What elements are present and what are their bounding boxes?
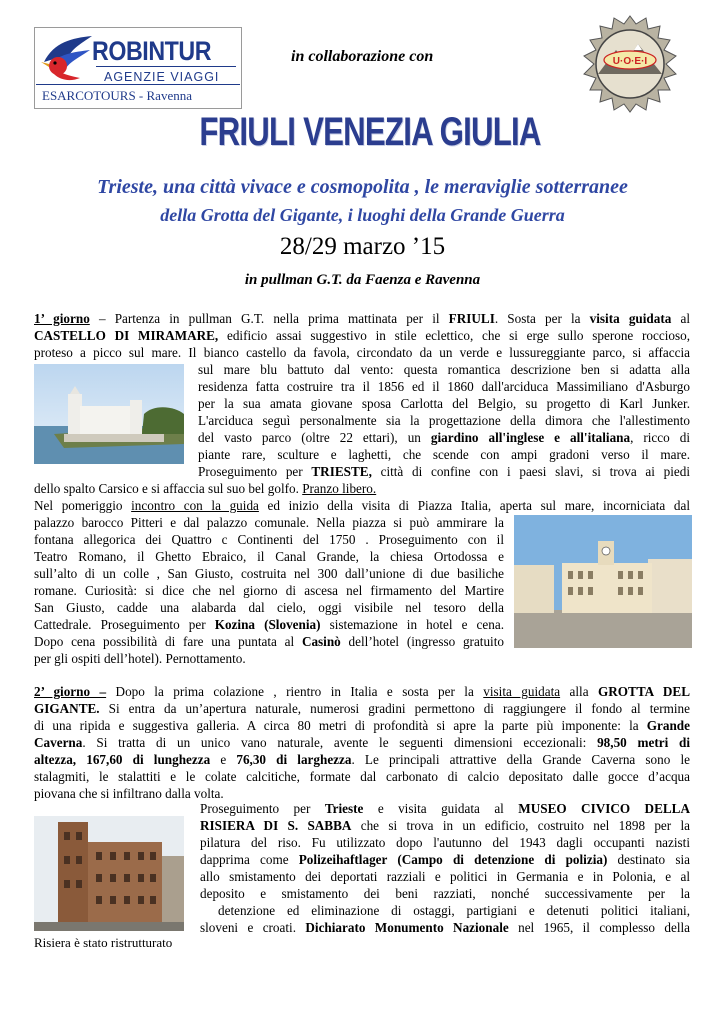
risiera-caption: Risiera è stato ristrutturato <box>34 935 173 950</box>
day2-line-9: RISIERA DI S. SABBA che si trova in un edificio, costruito nel 1898 per la <box>200 818 691 833</box>
day1-line-13: palazzo barocco Pitteri e dal palazzo comunale. Nella piazza si può ammirare la <box>34 515 504 530</box>
day1-line-16: sull’alto di un colle , San Giusto, costruita nel 300 dall’unione di due basiliche <box>34 566 504 581</box>
uoei-badge-icon <box>576 14 684 114</box>
day1-line-1: 1’ giorno – Partenza in pullman G.T. nella prima mattinata per il FRIULI. Sosta per la visita guidata al <box>34 311 691 326</box>
day2-line-3: di una ripida e suggestiva galleria. A circa 80 metri di profondità si apre la parte più imponente: la Grande <box>34 718 690 733</box>
branch-name: ESARCOTOURS - Ravenna <box>42 88 192 103</box>
day2-line-14: detenzione ed eliminazione di ostaggi, partigiani e detenuti politici italiani, <box>218 903 690 918</box>
day1-line-5: residenza fatta costruire tra il 1856 ed il 1860 dall'arciduca Massimiliano d'Asburgo <box>198 379 690 394</box>
piazza-unita-photo <box>514 515 692 648</box>
day1-line-7: L'arciduca seguì personalmente sia la progettazione della dimora che l'allestimento <box>198 413 690 428</box>
branch-divider <box>36 84 240 85</box>
day1-line-11: dello spalto Carsico e si affaccia sul suo bel golfo. Pranzo libero. <box>34 481 377 496</box>
transport-info: in pullman G.T. da Faenza e Ravenna <box>244 272 481 288</box>
day1-line-14: fontana allegorica dei Quattro c Continenti del 1750 . Proseguimento con il <box>34 532 504 547</box>
day1-label: 1’ giorno <box>34 311 90 326</box>
day2-line-10: pilatura del riso. Fu utilizzato dopo l'autunno del 1943 dagli occupanti nazisti <box>200 835 690 850</box>
collaboration-label: in collaborazione con <box>291 48 434 65</box>
day1-line-2: CASTELLO DI MIRAMARE, edificio assai suggestivo in stile eclettico, che si erge sullo sperone roccioso, <box>34 328 690 343</box>
day1-line-6: per la sua amata giovane sposa Carlotta del Belgio, su progetto di Karl Junker. <box>198 396 690 411</box>
day1-line-20: Dopo cena possibilità di fare una puntata al Casinò dell’hotel (ingresso gratuito <box>34 634 504 649</box>
risiera-san-sabba-photo <box>34 816 184 931</box>
day1-line-19: Cattedrale. Proseguimento per Kozina (Slovenia) sistemazione in hotel e cena. <box>34 617 504 632</box>
subtitle-line-1: Trieste, una città vivace e cosmopolita , le meraviglie sotterranee <box>97 176 628 198</box>
miramare-castle-photo <box>34 364 184 464</box>
day2-line-2: GIGANTE. Si entra da un’apertura naturale, numerosi gradini permettono di raggiungere il fondo al termine <box>34 701 690 716</box>
uoei-badge-text: U·O·E·I <box>612 56 648 67</box>
day1-line-12: Nel pomeriggio incontro con la guida ed inizio della visita di Piazza Italia, aperta sul mare, incorniciata dal <box>34 498 690 513</box>
day2-label: 2’ giorno – <box>34 684 107 699</box>
brand-divider <box>96 66 236 67</box>
robin-bird-logo-icon <box>40 32 96 86</box>
day1-line-4: sul mare blu battuto dal vento: questa romantica descrizione ben si adatta alla <box>198 362 690 377</box>
day2-line-6: stalagmiti, le stalattiti e le colate calcitiche, formate dal carbonato di calcio depositato dalle gocce d’acqua <box>34 769 690 784</box>
day2-line-4: Caverna. Si tratta di un unico vano naturale, avente le seguenti dimensioni eccezionali: 98,50 metri di <box>34 735 690 750</box>
day2-line-15: sloveni e croati. Dichiarato Monumento Nazionale nel 1965, il complesso della <box>200 920 690 935</box>
day2-line-13: deposito e smistamento dei beni razziati, nonché successivamente per la <box>200 886 690 901</box>
day2-line-7: piovana che si infiltrano dalla volta. <box>34 786 224 801</box>
day1-line-18: San Giusto, cadde una alabarda dal cielo, oggi visibile nel tesoro della <box>34 600 504 615</box>
day2-line-12: allo smistamento dei deportati razziali e politici in Germania e in Polonia, e al <box>200 869 690 884</box>
day1-line-10: Proseguimento per TRIESTE, città di confine con i paesi slavi, si trova ai piedi <box>198 464 690 479</box>
trip-date: 28/29 marzo ’15 <box>279 233 446 260</box>
day1-line-8: del vasto parco (oltre 22 ettari), un giardino all'inglese e all'italiana, ricco di <box>198 430 690 445</box>
day1-line-15: Teatro Romano, il Ghetto Ebraico, il Canal Grande, la chiesa Ortodossa e <box>34 549 504 564</box>
brand-tagline: AGENZIE VIAGGI <box>104 70 220 84</box>
day2-line-5: altezza, 167,60 di lunghezza e 76,30 di larghezza. Le principali attrattive della Grande Caverna sono le <box>34 752 690 767</box>
brand-name: ROBINTUR <box>92 36 212 66</box>
subtitle-line-2: della Grotta del Gigante, i luoghi della Grande Guerra <box>160 205 565 225</box>
day1-line-3: proteso a picco sul mare. Il bianco castello da favola, circondato da un verde e lussureggiante parco, si affaccia <box>34 345 690 360</box>
page-title: FRIULI VENEZIA GIULIA <box>199 110 541 154</box>
day1-line-9: piante rare, sculture e laghetti, che scende con ampi gradoni verso il mare. <box>198 447 690 462</box>
day1-line-17: romane. Curiosità: si dice che nel giorno di ascesa nel firmamento del Martire <box>34 583 504 598</box>
day1-line-21: per gli ospiti dell’hotel). Pernottamento. <box>34 651 246 666</box>
day2-line-11: dapprima come Polizeihaftlager (Campo di detenzione di polizia) destinato sia <box>200 852 690 867</box>
day2-line-1: 2’ giorno – Dopo la prima colazione , rientro in Italia e sosta per la visita guidata alla GROTTA DEL <box>34 684 690 699</box>
day2-line-8: Proseguimento per Trieste e visita guidata al MUSEO CIVICO DELLA <box>200 801 690 816</box>
